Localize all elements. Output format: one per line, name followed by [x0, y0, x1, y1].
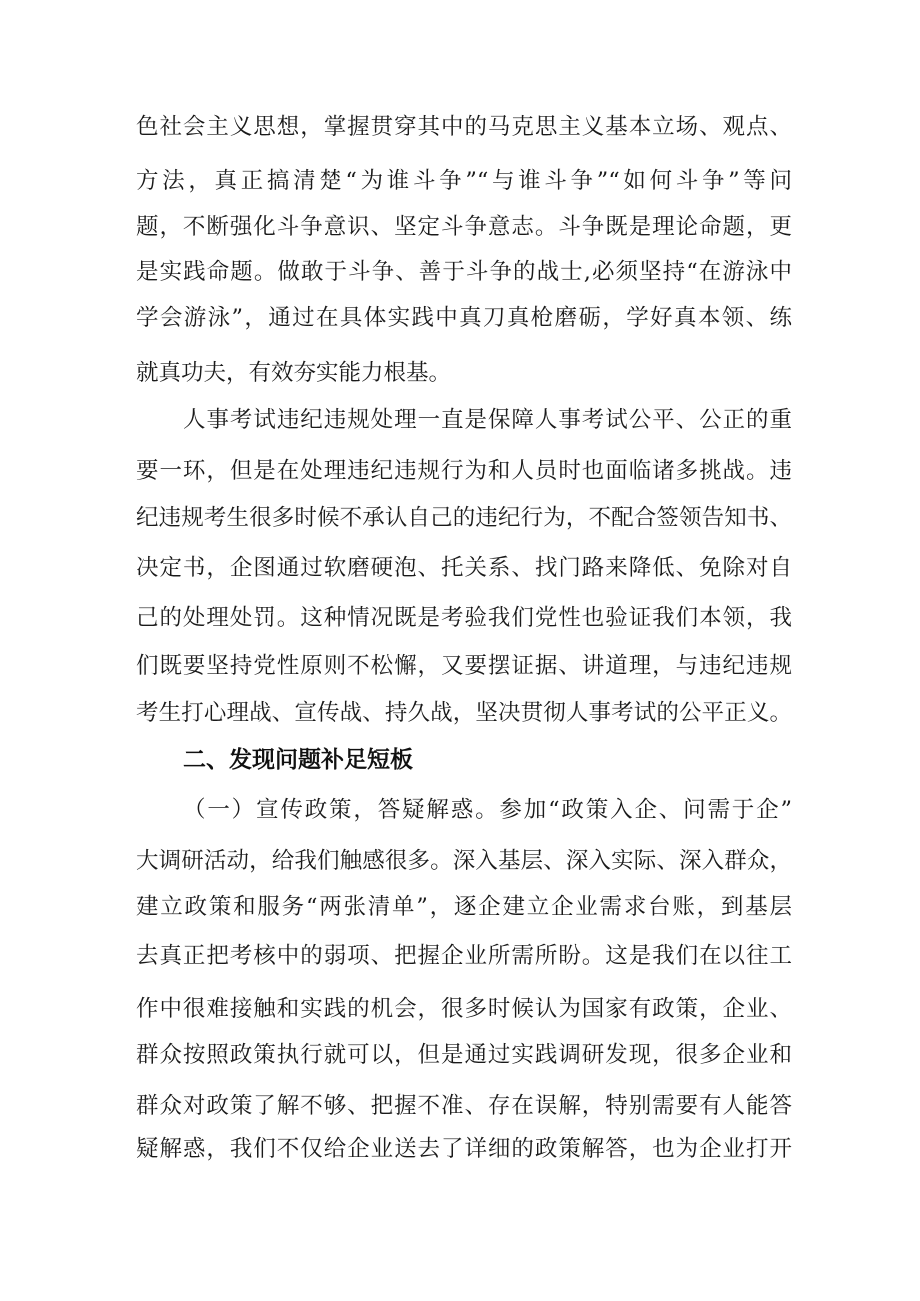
paragraph-line: 人事考试违纪违规处理一直是保障人事考试公平、公正的重 [183, 407, 792, 433]
paragraph-line: 建立政策和服务“两张清单”，逐企建立企业需求台账，到基层 [136, 894, 792, 920]
paragraph-line: 大调研活动，给我们触感很多。深入基层、深入实际、深入群众， [136, 848, 792, 874]
paragraph-line: 要一环，但是在处理违纪违规行为和人员时也面临诸多挑战。违 [136, 458, 792, 484]
paragraph-line: 方法，真正搞清楚“为谁斗争”“与谁斗争”“如何斗争”等问 [136, 168, 792, 194]
section-heading: 二、发现问题补足短板 [183, 747, 413, 773]
paragraph-line: 是实践命题。做敢于斗争、善于斗争的战士,必须坚持“在游泳中 [136, 259, 792, 285]
paragraph-line: 考生打心理战、宣传战、持久战，坚决贯彻人事考试的公平正义。 [136, 700, 792, 726]
paragraph-line: 疑解惑，我们不仅给企业送去了详细的政策解答，也为企业打开 [136, 1136, 792, 1162]
paragraph-line: （一）宣传政策，答疑解惑。参加“政策入企、问需于企” [183, 797, 792, 823]
paragraph-line: 作中很难接触和实践的机会，很多时候认为国家有政策，企业、 [136, 996, 792, 1022]
paragraph-line: 己的处理处罚。这种情况既是考验我们党性也验证我们本领，我 [136, 605, 792, 631]
paragraph-line: 们既要坚持党性原则不松懈，又要摆证据、讲道理，与违纪违规 [136, 653, 792, 679]
paragraph-line: 题，不断强化斗争意识、坚定斗争意志。斗争既是理论命题，更 [136, 214, 792, 240]
paragraph-line: 纪违规考生很多时候不承认自己的违纪行为，不配合签领告知书、 [136, 505, 792, 531]
paragraph-line: 群众对政策了解不够、把握不准、存在误解，特别需要有人能答 [136, 1093, 792, 1119]
paragraph-line: 去真正把考核中的弱项、把握企业所需所盼。这是我们在以往工 [136, 943, 792, 969]
paragraph-line: 群众按照政策执行就可以，但是通过实践调研发现，很多企业和 [136, 1042, 792, 1068]
paragraph-line: 色社会主义思想，掌握贯穿其中的马克思主义基本立场、观点、 [136, 114, 792, 140]
paragraph-line: 决定书，企图通过软磨硬泡、托关系、找门路来降低、免除对自 [136, 555, 792, 581]
paragraph-line: 学会游泳”，通过在具体实践中真刀真枪磨砺，学好真本领、练 [136, 305, 792, 331]
paragraph-line: 就真功夫，有效夯实能力根基。 [136, 360, 452, 386]
